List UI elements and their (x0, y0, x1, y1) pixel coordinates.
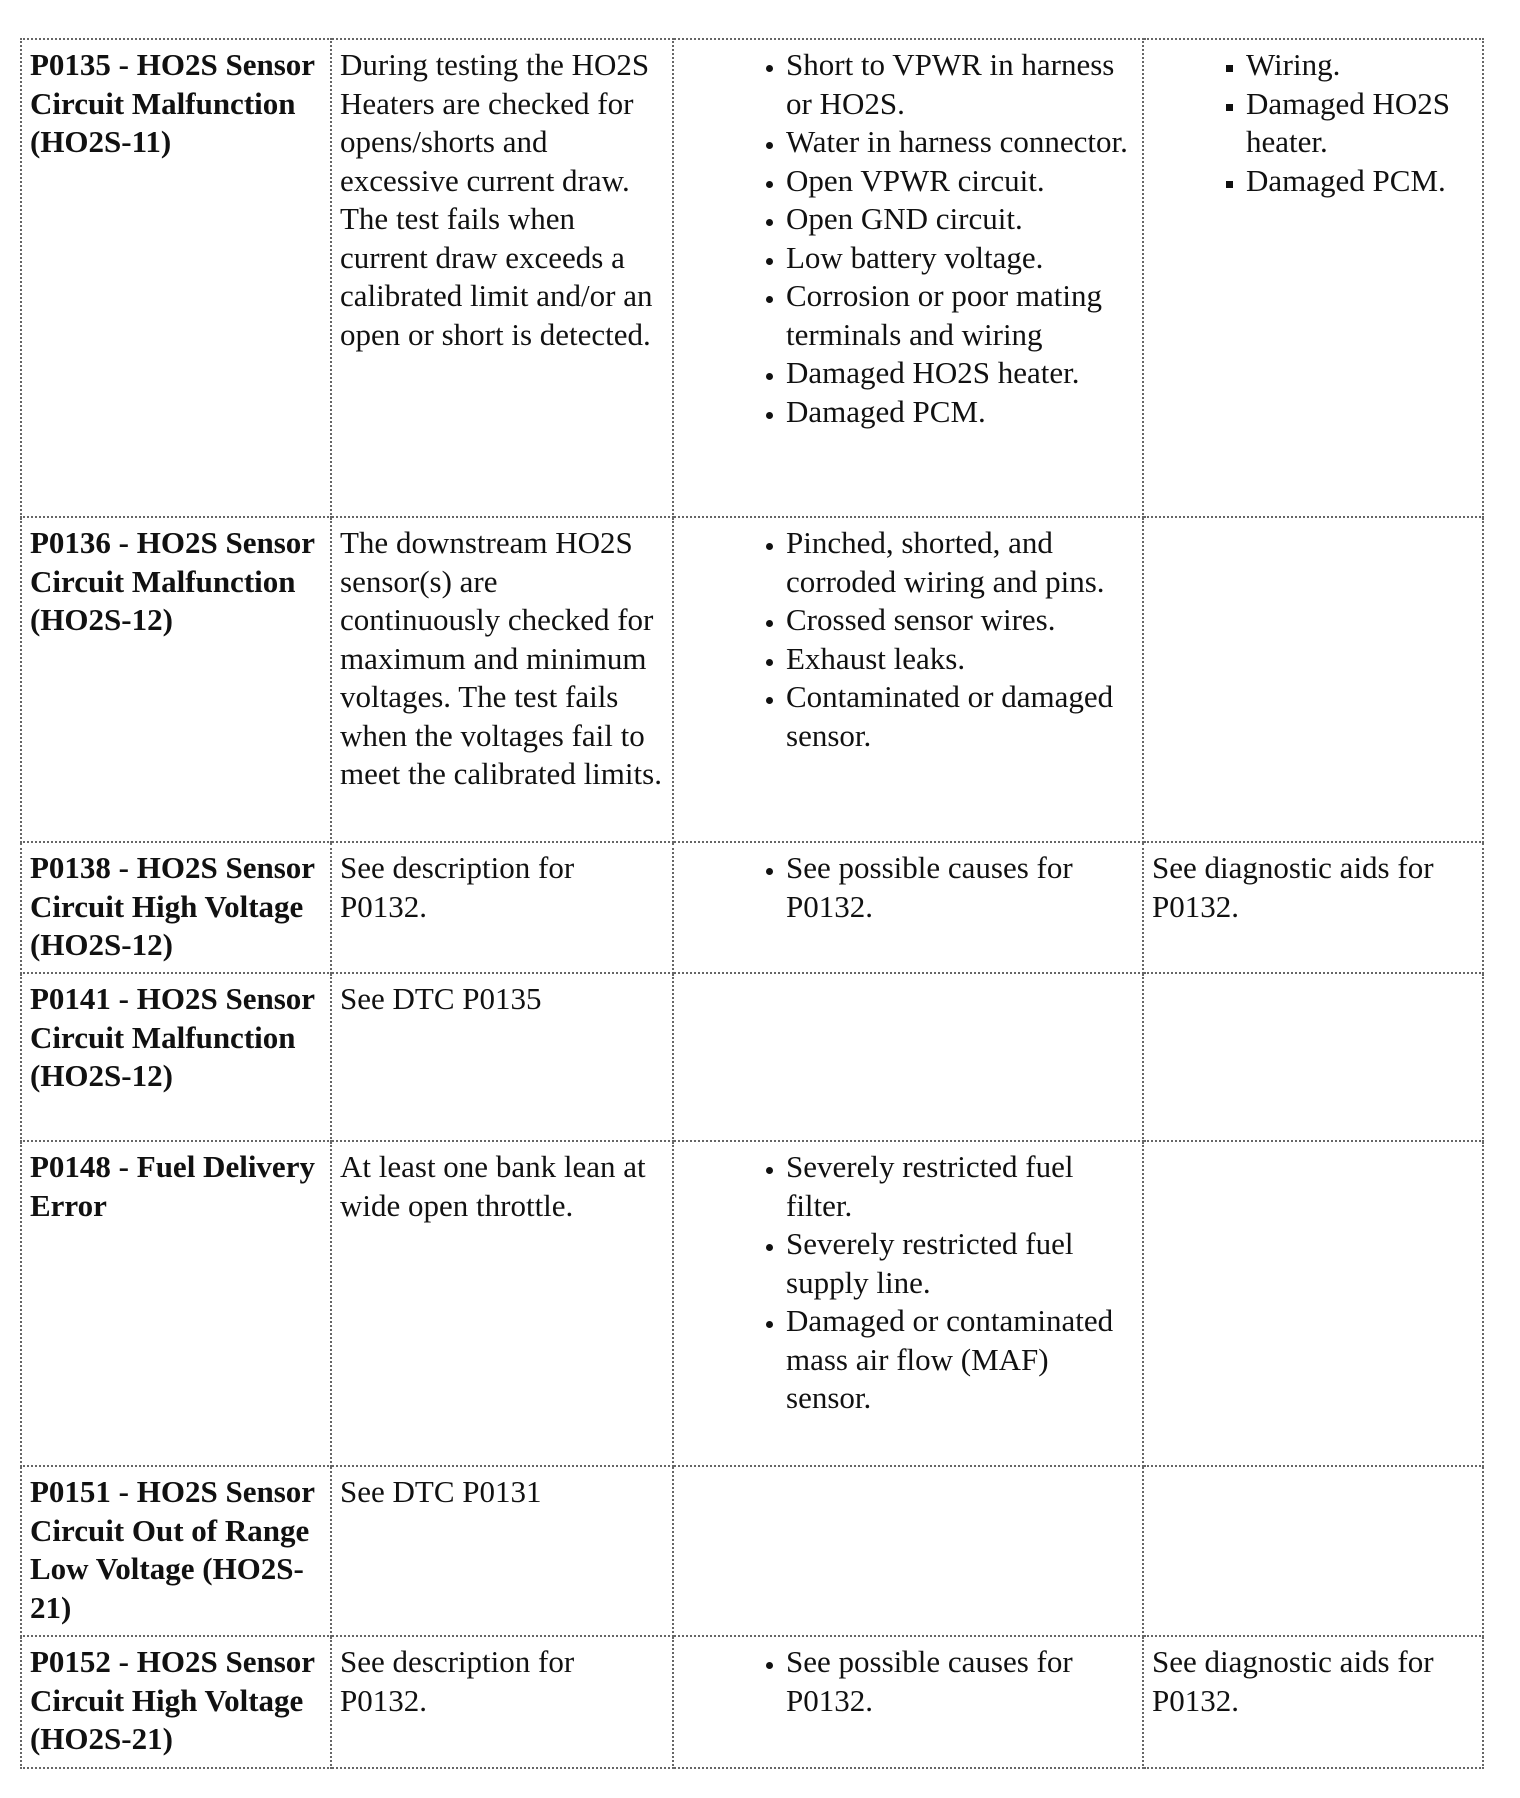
diagnostic-aids-cell (1143, 973, 1483, 1141)
diagnostic-aids-cell: See diagnostic aids for P0132. (1143, 1636, 1483, 1768)
dtc-code-cell: P0148 - Fuel Delivery Error (21, 1141, 331, 1466)
list-item: • Severely restricted fuel filter. (786, 1148, 1134, 1225)
description-cell: During testing the HO2S Heaters are checked for opens/shorts and excessive current draw. The test fails when current draw exceeds a calibrated limit and/or an open or short is detected. (331, 39, 673, 517)
list-item: • Open VPWR circuit. (786, 162, 1134, 201)
list-item: • Low battery voltage. (786, 239, 1134, 278)
table-row (21, 842, 1483, 973)
table-row (21, 1636, 1483, 1768)
list-item: • Damaged HO2S heater. (786, 354, 1134, 393)
list-item: • Pinched, shorted, and corroded wiring and pins. (786, 524, 1134, 601)
list-item: • Contaminated or damaged sensor. (786, 678, 1134, 755)
table-row (21, 1466, 1483, 1636)
description-cell: At least one bank lean at wide open throttle. (331, 1141, 673, 1466)
dtc-code-cell: P0152 - HO2S Sensor Circuit High Voltage (HO2S-21) (21, 1636, 331, 1768)
dtc-table (20, 38, 1484, 1769)
list-item: • Corrosion or poor mating terminals and wiring (786, 277, 1134, 354)
possible-causes-list (682, 849, 1134, 926)
dtc-code-cell: P0135 - HO2S Sensor Circuit Malfunction (HO2S-11) (21, 39, 331, 517)
list-item: • See possible causes for P0132. (786, 849, 1134, 926)
possible-causes-cell (673, 842, 1143, 973)
diagnostic-aids-cell (1143, 517, 1483, 842)
possible-causes-list (682, 46, 1134, 431)
possible-causes-cell (673, 1636, 1143, 1768)
diagnostic-aids-cell (1143, 39, 1483, 517)
possible-causes-cell (673, 39, 1143, 517)
list-item: • See possible causes for P0132. (786, 1643, 1134, 1720)
possible-causes-list (682, 1643, 1134, 1720)
possible-causes-cell (673, 1141, 1143, 1466)
diagnostic-aids-cell (1143, 1466, 1483, 1636)
list-item: • Severely restricted fuel supply line. (786, 1225, 1134, 1302)
list-item: • Damaged or contaminated mass air flow (MAF) sensor. (786, 1302, 1134, 1418)
description-cell: See DTC P0131 (331, 1466, 673, 1636)
table-row (21, 517, 1483, 842)
list-item: • Exhaust leaks. (786, 640, 1134, 679)
list-item: ▪ Damaged PCM. (1246, 162, 1474, 201)
possible-causes-cell (673, 973, 1143, 1141)
possible-causes-cell (673, 1466, 1143, 1636)
possible-causes-list (682, 1148, 1134, 1418)
list-item: ▪ Wiring. (1246, 46, 1474, 85)
list-item: • Water in harness connector. (786, 123, 1134, 162)
list-item: • Crossed sensor wires. (786, 601, 1134, 640)
table-row (21, 1141, 1483, 1466)
list-item: • Short to VPWR in harness or HO2S. (786, 46, 1134, 123)
dtc-code-cell: P0138 - HO2S Sensor Circuit High Voltage (HO2S-12) (21, 842, 331, 973)
possible-causes-cell (673, 517, 1143, 842)
description-cell: See DTC P0135 (331, 973, 673, 1141)
description-cell: See description for P0132. (331, 842, 673, 973)
list-item: ▪ Damaged HO2S heater. (1246, 85, 1474, 162)
dtc-code-cell: P0136 - HO2S Sensor Circuit Malfunction (HO2S-12) (21, 517, 331, 842)
diagnostic-aids-list (1152, 46, 1474, 200)
dtc-code-cell: P0151 - HO2S Sensor Circuit Out of Range Low Voltage (HO2S-21) (21, 1466, 331, 1636)
diagnostic-aids-cell: See diagnostic aids for P0132. (1143, 842, 1483, 973)
list-item: • Open GND circuit. (786, 200, 1134, 239)
description-cell: See description for P0132. (331, 1636, 673, 1768)
dtc-code-cell: P0141 - HO2S Sensor Circuit Malfunction (HO2S-12) (21, 973, 331, 1141)
table-row (21, 973, 1483, 1141)
diagnostic-aids-cell (1143, 1141, 1483, 1466)
list-item: • Damaged PCM. (786, 393, 1134, 432)
table-row (21, 39, 1483, 517)
possible-causes-list (682, 524, 1134, 755)
description-cell: The downstream HO2S sensor(s) are continuously checked for maximum and minimum voltages. The test fails when the voltages fail to meet the calibrated limits. (331, 517, 673, 842)
